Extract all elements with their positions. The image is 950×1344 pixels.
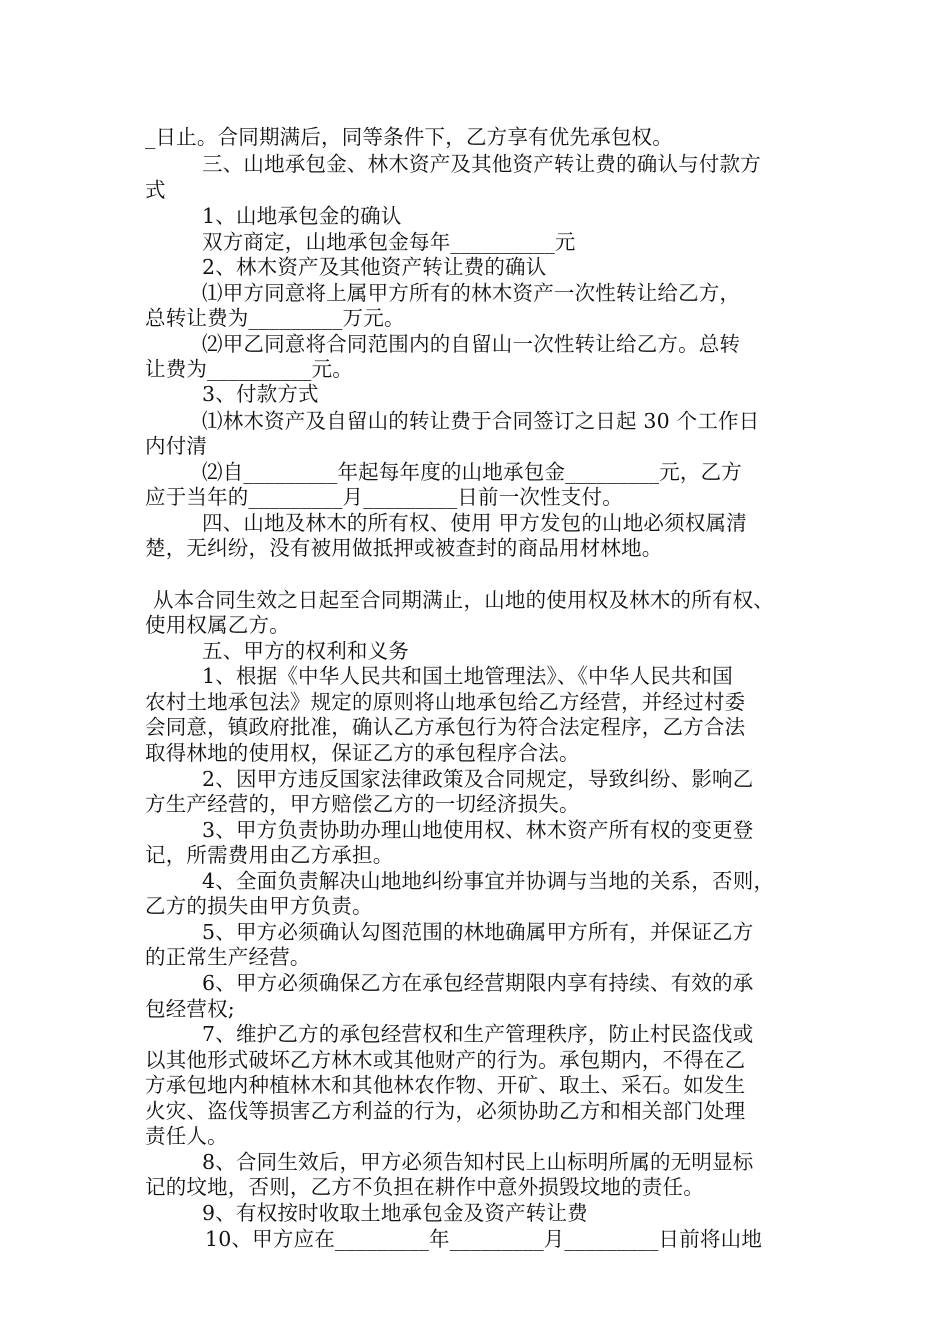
text-line: 农村土地承包法》规定的原则将山地承包给乙方经营，并经过村委 [145, 690, 746, 714]
text-line: 2、因甲方违反国家法律政策及合同规定，导致纠纷、影响乙 [202, 767, 754, 791]
section-heading: 三、山地承包金、林木资产及其他资产转让费的确认与付款方 [202, 152, 761, 176]
text-line: 让费为__________元。 [145, 357, 353, 381]
text-line: 10、甲方应在_________年_________月_________日前将山地 [205, 1227, 763, 1251]
subsection-heading: 1、山地承包金的确认 [202, 204, 402, 228]
text-line: 会同意，镇政府批准，确认乙方承包行为符合法定程序，乙方合法 [145, 715, 746, 739]
text-line: 记，所需费用由乙方承担。 [145, 843, 394, 867]
text-line: 8、合同生效后，甲方必须告知村民上山标明所属的无明显标 [202, 1150, 754, 1174]
section-heading: 四、山地及林木的所有权、使用 甲方发包的山地必须权属清 [202, 511, 747, 535]
text-line: 责任人。 [145, 1124, 228, 1148]
text-line: 楚，无纠纷，没有被用做抵押或被查封的商品用材林地。 [145, 536, 663, 560]
text-line: 从本合同生效之日起至合同期满止，山地的使用权及林木的所有权、 [153, 588, 774, 612]
text-line: 7、维护乙方的承包经营权和生产管理秩序，防止村民盗伐或 [202, 1022, 754, 1046]
text-line: 双方商定，山地承包金每年__________元 [202, 230, 576, 254]
text-line: 应于当年的_________月_________日前一次性支付。 [145, 485, 623, 509]
text-line: 6、甲方必须确保乙方在承包经营期限内享有持续、有效的承 [202, 971, 754, 995]
text-line: 记的坟地，否则，乙方不负担在耕作中意外损毁坟地的责任。 [145, 1175, 704, 1199]
text-line: ⑴甲方同意将上属甲方所有的林木资产一次性转让给乙方， [202, 281, 741, 305]
subsection-heading: 3、付款方式 [202, 382, 319, 406]
text-line: 9、有权按时收取土地承包金及资产转让费 [202, 1201, 588, 1225]
text-line: ⑴林木资产及自留山的转让费于合同签订之日起 30 个工作日 [202, 409, 760, 433]
text-line: 1、根据《中华人民共和国土地管理法》、《中华人民共和国 [202, 664, 733, 688]
text-line: 乙方的损失由甲方负责。 [145, 894, 373, 918]
text-line: 式 [145, 178, 166, 202]
text-line: ⑵自_________年起每年度的山地承包金_________元，乙方 [202, 460, 742, 484]
text-line: 以其他形式破坏乙方林木或其他财产的行为。承包期内，不得在乙 [145, 1048, 746, 1072]
section-heading: 五、甲方的权利和义务 [202, 639, 409, 663]
text-line: 的正常生产经营。 [145, 945, 311, 969]
text-line: _日止。合同期满后，同等条件下，乙方享有优先承包权。 [145, 125, 673, 149]
text-line: 总转让费为_________万元。 [145, 306, 405, 330]
subsection-heading: 2、林木资产及其他资产转让费的确认 [202, 255, 547, 279]
text-line: 火灾、盗伐等损害乙方利益的行为，必须协助乙方和相关部门处理 [145, 1099, 746, 1123]
text-line: 3、甲方负责协助办理山地使用权、林木资产所有权的变更登 [202, 818, 754, 842]
text-line: 内付清 [145, 434, 208, 458]
text-line: 使用权属乙方。 [145, 613, 290, 637]
text-line: 5、甲方必须确认勾图范围的林地确属甲方所有，并保证乙方 [202, 920, 754, 944]
text-line: 取得林地的使用权，保证乙方的承包程序合法。 [145, 741, 580, 765]
text-line: 方生产经营的，甲方赔偿乙方的一切经济损失。 [145, 792, 580, 816]
text-line: ⑵甲乙同意将合同范围内的自留山一次性转让给乙方。总转 [202, 332, 741, 356]
text-line: 4、全面负责解决山地地纠纷事宜并协调与当地的关系，否则， [202, 869, 775, 893]
text-line: 方承包地内种植林木和其他林农作物、开矿、取土、采石。如发生 [145, 1073, 746, 1097]
text-line: 包经营权; [145, 997, 235, 1021]
